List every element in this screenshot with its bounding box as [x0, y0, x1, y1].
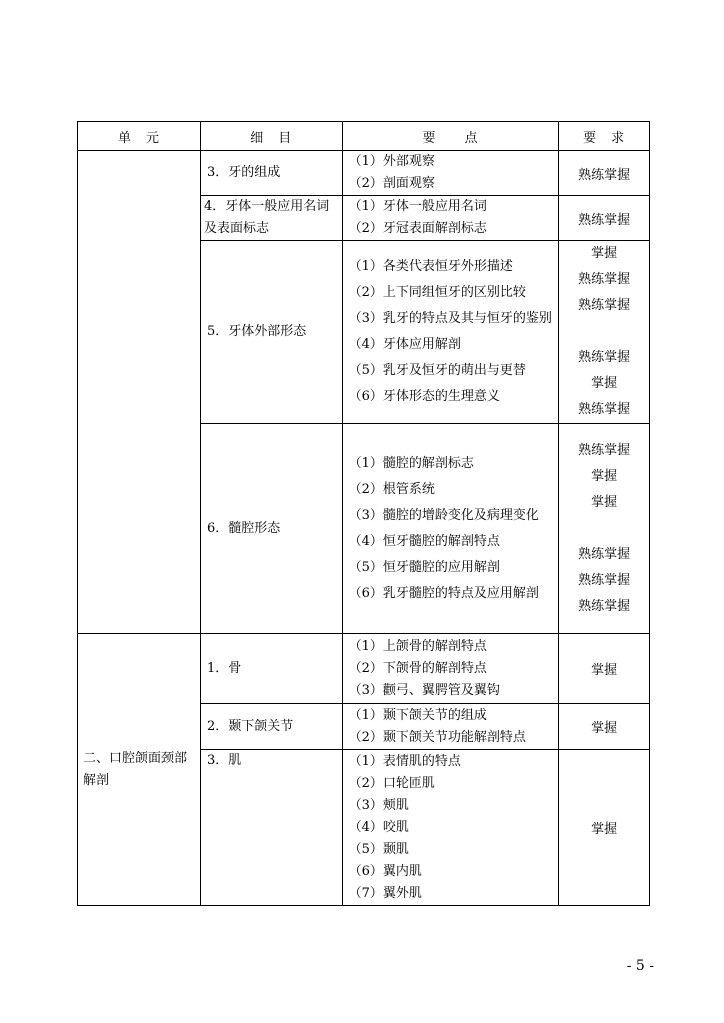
point-line: （7）翼外肌 [348, 885, 422, 901]
syllabus-table [77, 121, 650, 906]
point-line: （2）下颌骨的解剖特点 [348, 660, 487, 676]
points-cell [342, 196, 559, 241]
header-point: 要 点 [342, 122, 559, 151]
point-line: （2）牙冠表面解剖标志 [348, 221, 487, 236]
point-line: （4）咬肌 [348, 819, 409, 835]
item-cell: 1．骨 [200, 634, 342, 704]
requirement-line: 熟练掌握 [578, 598, 631, 614]
point-line: （5）恒牙髓腔的应用解剖 [348, 559, 500, 575]
item-cell: 6．髓腔形态 [200, 424, 342, 634]
unit-cell-continued [78, 151, 201, 634]
point-line: （3）髓腔的增龄变化及病理变化 [348, 507, 539, 523]
point-line: （4）牙体应用解剖 [348, 337, 461, 352]
points-cell [342, 634, 559, 704]
point-line: （6）牙体形态的生理意义 [348, 389, 500, 404]
item-cell: 3．肌 [200, 750, 342, 906]
requirement-line: 熟练掌握 [578, 402, 631, 417]
point-line: （6）翼内肌 [348, 863, 422, 879]
point-line: （2）剖面观察 [348, 176, 435, 191]
requirement-line: 掌握 [591, 494, 618, 510]
requirement-line: 熟练掌握 [578, 442, 631, 458]
points-cell [342, 241, 559, 424]
requirement-cell: 掌握 [559, 634, 650, 704]
points-cell [342, 750, 559, 906]
points-cell [342, 704, 559, 750]
requirement-line: 熟练掌握 [578, 350, 631, 365]
point-line: （1）各类代表恒牙外形描述 [348, 259, 513, 274]
point-line: （3）颊肌 [348, 797, 409, 813]
requirement-line: 熟练掌握 [578, 546, 631, 562]
point-line: （1）牙体一般应用名词 [348, 199, 487, 214]
requirement-line: 熟练掌握 [578, 272, 631, 287]
point-line: （2）根管系统 [348, 481, 435, 497]
point-line: （6）乳牙髓腔的特点及应用解剖 [348, 585, 539, 601]
point-line: （1）上颌骨的解剖特点 [348, 638, 487, 654]
point-line: （3）颧弓、翼腭管及翼钩 [348, 682, 500, 698]
points-cell [342, 151, 559, 196]
requirement-cell: 熟练掌握 [559, 196, 650, 241]
point-line: （3）乳牙的特点及其与恒牙的鉴别 [348, 311, 552, 326]
item-cell: 3．牙的组成 [200, 151, 342, 196]
point-line: （2）上下同组恒牙的区别比较 [348, 285, 526, 300]
point-line: （2）颞下颌关节功能解剖特点 [348, 729, 526, 745]
requirement-cell [559, 424, 650, 634]
item-cell: 2．颞下颌关节 [200, 704, 342, 750]
point-line: （5）乳牙及恒牙的萌出与更替 [348, 363, 526, 378]
requirement-cell [559, 241, 650, 424]
header-unit: 单 元 [78, 122, 201, 151]
requirement-cell: 掌握 [559, 704, 650, 750]
point-line: （5）颞肌 [348, 841, 409, 857]
requirement-cell: 掌握 [559, 750, 650, 906]
header-item: 细 目 [200, 122, 342, 151]
table-row [78, 151, 650, 196]
point-line: （2）口轮匝肌 [348, 775, 435, 791]
header-requirement: 要 求 [559, 122, 650, 151]
page-number: - 5 - [626, 958, 654, 974]
requirement-line: 熟练掌握 [578, 572, 631, 588]
requirement-line: 掌握 [591, 376, 618, 391]
point-line: （1）表情肌的特点 [348, 753, 461, 769]
unit-cell: 二、口腔颌面颈部解剖 [78, 634, 201, 906]
item-cell: 5．牙体外部形态 [200, 241, 342, 424]
requirement-cell: 熟练掌握 [559, 151, 650, 196]
requirement-line: 掌握 [591, 468, 618, 484]
table-row [78, 634, 650, 704]
requirement-spacer [562, 319, 646, 345]
point-line: （1）颞下颌关节的组成 [348, 707, 487, 723]
point-line: （4）恒牙髓腔的解剖特点 [348, 533, 500, 549]
point-line: （1）髓腔的解剖标志 [348, 455, 474, 471]
requirement-line: 熟练掌握 [578, 298, 631, 313]
points-cell [342, 424, 559, 634]
requirement-line: 掌握 [591, 246, 618, 261]
table-header-row [78, 122, 650, 151]
requirement-spacer [562, 516, 646, 542]
item-cell: 4．牙体一般应用名词及表面标志 [200, 196, 342, 241]
point-line: （1）外部观察 [348, 154, 435, 169]
